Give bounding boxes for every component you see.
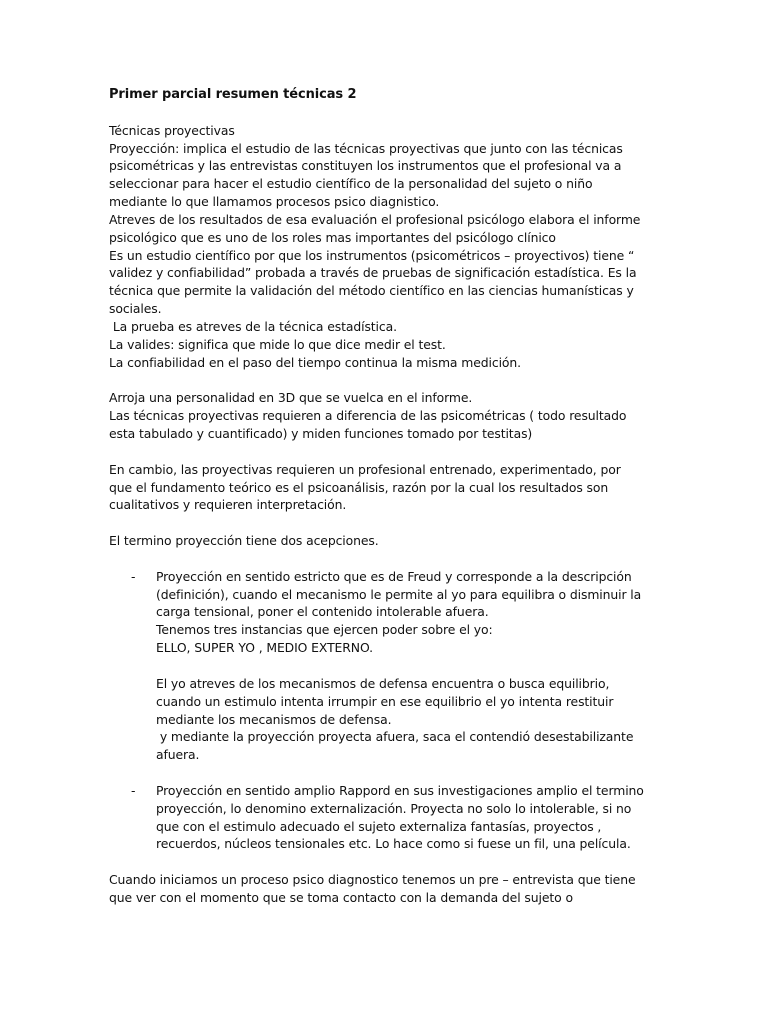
text-line: Arroja una personalidad en 3D que se vuelca en el informe. [109,390,473,406]
text-line: Proyección en sentido amplio Rappord en sus investigaciones amplio el termino [156,782,644,798]
text-line: esta tabulado y cuantificado) y miden funciones tomado por testitas) [109,426,533,442]
text-line: En cambio, las proyectivas requieren un profesional entrenado, experimentado, por [109,461,621,477]
blank-line [109,764,669,782]
text-line: Tenemos tres instancias que ejercen poder sobre el yo: [156,622,493,638]
document-page [109,86,669,907]
text-line: (definición), cuando el mecanismo le permite al yo para equilibra o disminuir la [156,586,642,602]
list-dash: - [131,568,136,584]
text-line: La prueba es atreves de la técnica estadística. [109,318,397,334]
text-line: que el fundamento teórico es el psicoanálisis, razón por la cual los resultados son [109,479,609,495]
list-dash: - [131,782,136,798]
text-line: psicológico que es uno de los roles mas importantes del psicólogo clínico [109,229,556,245]
text-line: recuerdos, núcleos tensionales etc. Lo hace como si fuese un fil, una película. [156,836,631,852]
text-line: Atreves de los resultados de esa evaluación el profesional psicólogo elabora el informe [109,211,641,227]
text-line: Técnicas proyectivas [109,122,235,138]
blank-line [109,853,669,871]
blank-line [109,550,669,568]
text-line: Proyección en sentido estricto que es de Freud y corresponde a la descripción [156,568,632,584]
blank-line [109,443,669,461]
text-line: validez y confiabilidad” probada a través de pruebas de significación estadística. Es la [109,265,637,281]
paragraph-3d [109,389,669,443]
paragraph-proyectivas [109,461,669,515]
text-line: psicométricas y las entrevistas constituyen los instrumentos que el profesional va a [109,158,622,174]
list-item-proyeccion-amplio [109,782,669,853]
text-line: que ver con el momento que se toma contacto con la demanda del sujeto o [109,889,573,905]
text-line: Proyección: implica el estudio de las técnicas proyectivas que junto con las técnicas [109,140,623,156]
text-line: El yo atreves de los mecanismos de defensa encuentra o busca equilibrio, [156,675,610,691]
text-line: sociales. [109,301,162,317]
text-line: Cuando iniciamos un proceso psico diagnostico tenemos un pre – entrevista que tiene [109,872,636,888]
text-line: y mediante la proyección proyecta afuera, saca el contendió desestabilizante [156,729,634,745]
paragraph-psico-diagnostico [109,871,669,907]
text-line: ELLO, SUPER YO , MEDIO EXTERNO. [156,640,373,656]
text-line: mediante lo que llamamos procesos psico diagnistico. [109,194,440,210]
text-line: Las técnicas proyectivas requieren a diferencia de las psicométricas ( todo resultado [109,408,627,424]
intro-paragraph [109,122,669,372]
text-line: La confiabilidad en el paso del tiempo continua la misma medición. [109,354,521,370]
text-line: La valides: significa que mide lo que dice medir el test. [109,336,446,352]
document-title: Primer parcial resumen técnicas 2 [109,87,357,102]
blank-line [109,372,669,390]
text-line: cualitativos y requieren interpretación. [109,497,347,513]
text-line: técnica que permite la validación del método científico en las ciencias humanísticas y [109,283,634,299]
text-line: cuando un estimulo intenta irrumpir en ese equilibrio el yo intenta restituir [156,693,614,709]
text-line: El termino proyección tiene dos acepciones. [109,533,379,549]
list-item-proyeccion-estricto [109,568,669,764]
blank-line [109,514,669,532]
text-line: mediante los mecanismos de defensa. [156,711,392,727]
text-line: que con el estimulo adecuado el sujeto externaliza fantasías, proyectos , [156,818,602,834]
text-line: Es un estudio científico por que los instrumentos (psicométricos – proyectivos) tiene “ [109,247,635,263]
text-line: carga tensional, poner el contenido intolerable afuera. [156,604,489,620]
text-line: seleccionar para hacer el estudio científico de la personalidad del sujeto o niño [109,176,593,192]
paragraph-acepciones [109,532,669,550]
blank-line [156,657,669,675]
text-line: proyección, lo denomino externalización. Proyecta no solo lo intolerable, si no [156,800,632,816]
text-line: afuera. [156,747,200,763]
